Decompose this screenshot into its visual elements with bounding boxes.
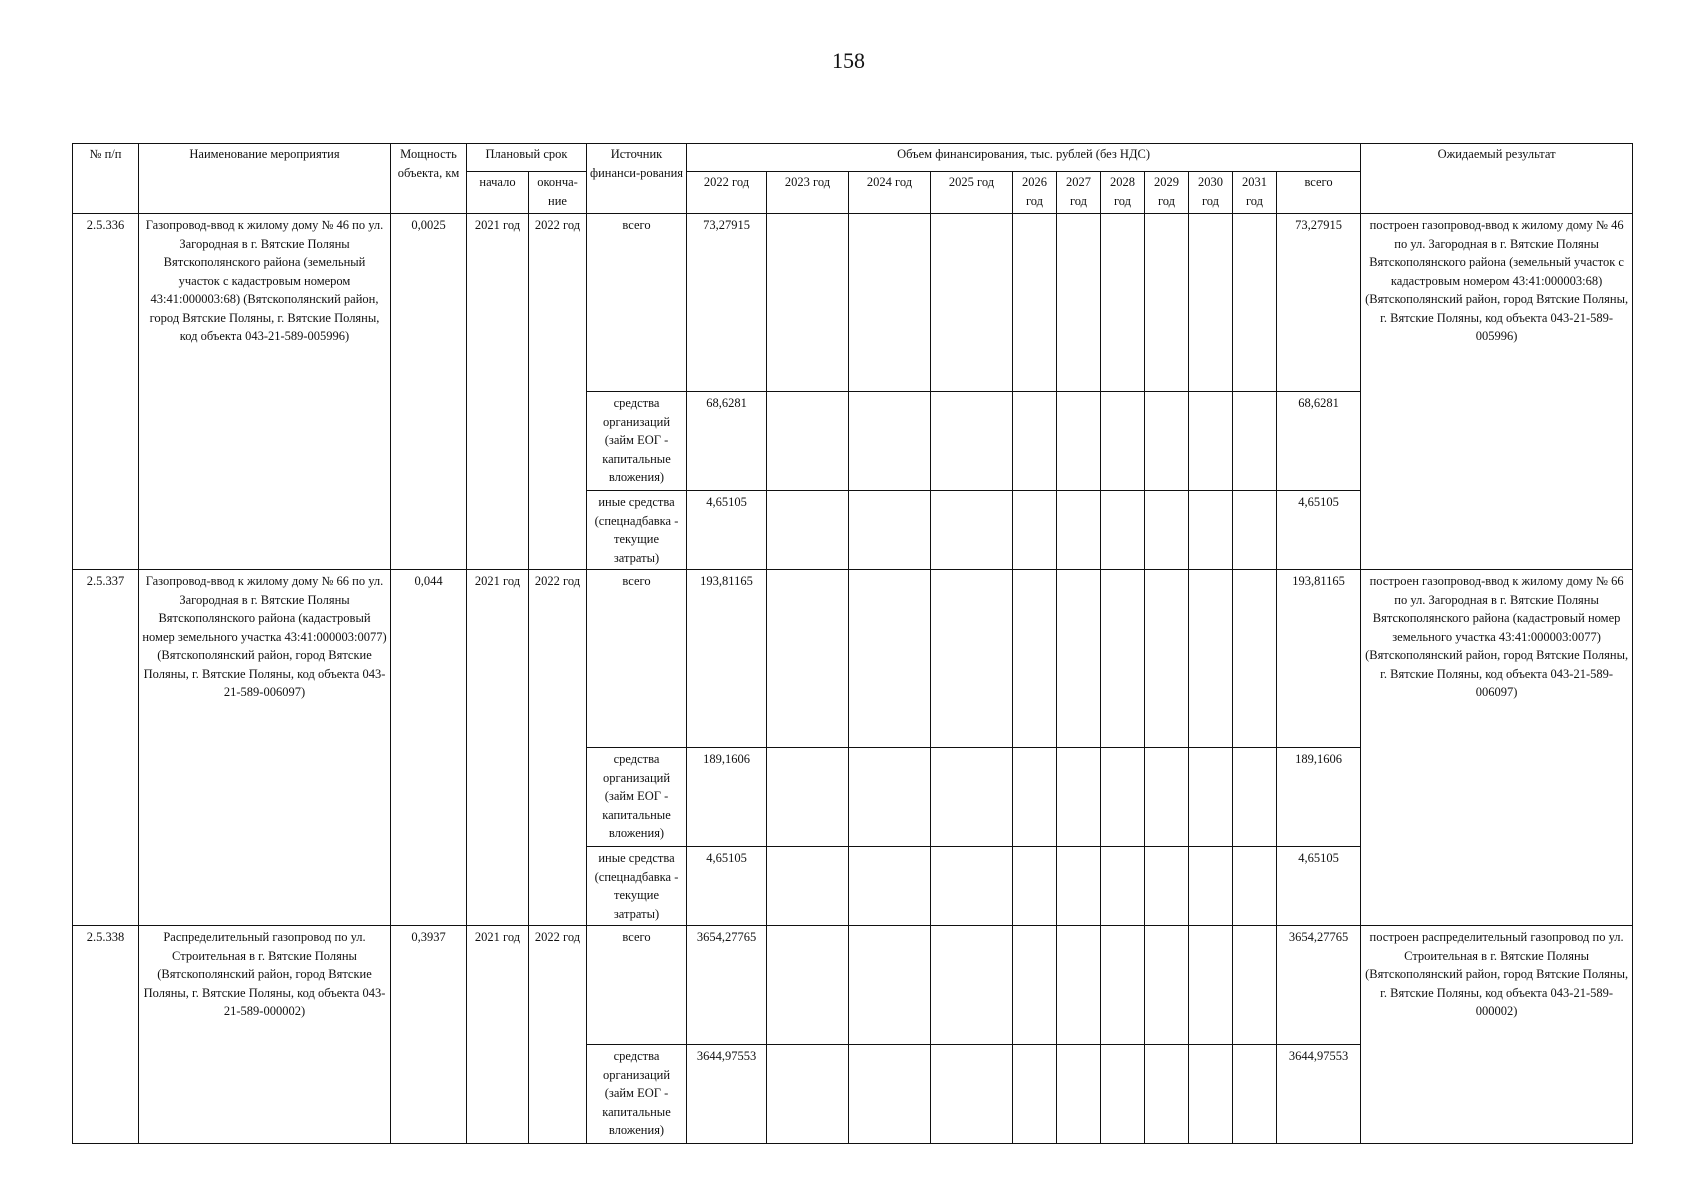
item-capacity: 0,3937 (391, 926, 467, 1144)
item-start: 2021 год (467, 214, 529, 570)
source-label: средства организаций (займ ЕОГ - капитальные вложения) (587, 1045, 687, 1144)
item-number: 2.5.338 (73, 926, 139, 1144)
value-2022: 4,65105 (687, 847, 767, 926)
item-result: построен распределительный газопровод по ул. Строительная в г. Вятские Поляны (Вятскополянский район, город Вятские Поляны, г. Вятские Поляны, код объекта 043-21-589-000002) (1361, 926, 1633, 1144)
header-no: № п/п (73, 144, 139, 214)
table-row (73, 926, 1633, 1045)
value-total: 193,81165 (1277, 570, 1361, 748)
source-label: иные средства (спецнадбавка - текущие затраты) (587, 491, 687, 570)
value-total: 189,1606 (1277, 748, 1361, 847)
item-name: Газопровод-ввод к жилому дому № 46 по ул. Загородная в г. Вятские Поляны Вятскополянского района (земельный участок с кадастровым номером 43:41:000003:68) (Вятскополянский район, город Вятские Поляны, г. Вятские Поляны, код объекта 043-21-589-005996) (139, 214, 391, 570)
value-2022: 3644,97553 (687, 1045, 767, 1144)
header-year-2028: 2028 год (1101, 172, 1145, 214)
value-2022: 68,6281 (687, 392, 767, 491)
value-total: 4,65105 (1277, 847, 1361, 926)
header-plan: Плановый срок (467, 144, 587, 172)
item-capacity: 0,044 (391, 570, 467, 926)
value-2022: 193,81165 (687, 570, 767, 748)
item-end: 2022 год (529, 570, 587, 926)
value-total: 68,6281 (1277, 392, 1361, 491)
source-label: иные средства (спецнадбавка - текущие затраты) (587, 847, 687, 926)
table-row (73, 570, 1633, 748)
source-label: всего (587, 926, 687, 1045)
header-year-2030: 2030 год (1189, 172, 1233, 214)
source-label: средства организаций (займ ЕОГ - капитальные вложения) (587, 748, 687, 847)
item-name: Газопровод-ввод к жилому дому № 66 по ул. Загородная в г. Вятские Поляны Вятскополянского района (кадастровый номер земельного участка 43:41:000003:0077) (Вятскополянский район, город Вятские Поляны, г. Вятские Поляны, код объекта 043-21-589-006097) (139, 570, 391, 926)
source-label: всего (587, 570, 687, 748)
header-capacity: Мощность объекта, км (391, 144, 467, 214)
header-name: Наименование мероприятия (139, 144, 391, 214)
item-number: 2.5.336 (73, 214, 139, 570)
header-year-2025: 2025 год (931, 172, 1013, 214)
header-year-2023: 2023 год (767, 172, 849, 214)
header-year-2031: 2031 год (1233, 172, 1277, 214)
item-end: 2022 год (529, 926, 587, 1144)
table-row (73, 214, 1633, 392)
item-start: 2021 год (467, 926, 529, 1144)
header-year-2026: 2026 год (1013, 172, 1057, 214)
header-year-2022: 2022 год (687, 172, 767, 214)
header-funding: Объем финансирования, тыс. рублей (без НДС) (687, 144, 1361, 172)
value-2022: 4,65105 (687, 491, 767, 570)
header-year-2027: 2027 год (1057, 172, 1101, 214)
source-label: всего (587, 214, 687, 392)
page-number: 158 (832, 48, 865, 73)
item-start: 2021 год (467, 570, 529, 926)
header-result: Ожидаемый результат (1361, 144, 1633, 214)
item-end: 2022 год (529, 214, 587, 570)
value-2022: 189,1606 (687, 748, 767, 847)
header-source: Источник финанси-рования (587, 144, 687, 214)
value-total: 3644,97553 (1277, 1045, 1361, 1144)
header-start: начало (467, 172, 529, 214)
header-end: оконча-ние (529, 172, 587, 214)
item-capacity: 0,0025 (391, 214, 467, 570)
item-name: Распределительный газопровод по ул. Строительная в г. Вятские Поляны (Вятскополянский район, город Вятские Поляны, г. Вятские Поляны, код объекта 043-21-589-000002) (139, 926, 391, 1144)
item-number: 2.5.337 (73, 570, 139, 926)
item-result: построен газопровод-ввод к жилому дому № 66 по ул. Загородная в г. Вятские Поляны Вятскополянского района (кадастровый номер земельного участка 43:41:000003:0077) (Вятскополянский район, город Вятские Поляны, г. Вятские Поляны, код объекта 043-21-589-006097) (1361, 570, 1633, 926)
value-2022: 3654,27765 (687, 926, 767, 1045)
value-total: 73,27915 (1277, 214, 1361, 392)
table-header (73, 144, 1633, 214)
header-year-2029: 2029 год (1145, 172, 1189, 214)
value-total: 3654,27765 (1277, 926, 1361, 1045)
funding-table (72, 143, 1633, 1144)
value-2022: 73,27915 (687, 214, 767, 392)
source-label: средства организаций (займ ЕОГ - капитальные вложения) (587, 392, 687, 491)
item-result: построен газопровод-ввод к жилому дому № 46 по ул. Загородная в г. Вятские Поляны Вятскополянского района (земельный участок с кадастровым номером 43:41:000003:68) (Вятскополянский район, город Вятские Поляны, г. Вятские Поляны, код объекта 043-21-589-005996) (1361, 214, 1633, 570)
header-year-2024: 2024 год (849, 172, 931, 214)
value-total: 4,65105 (1277, 491, 1361, 570)
header-total: всего (1277, 172, 1361, 214)
